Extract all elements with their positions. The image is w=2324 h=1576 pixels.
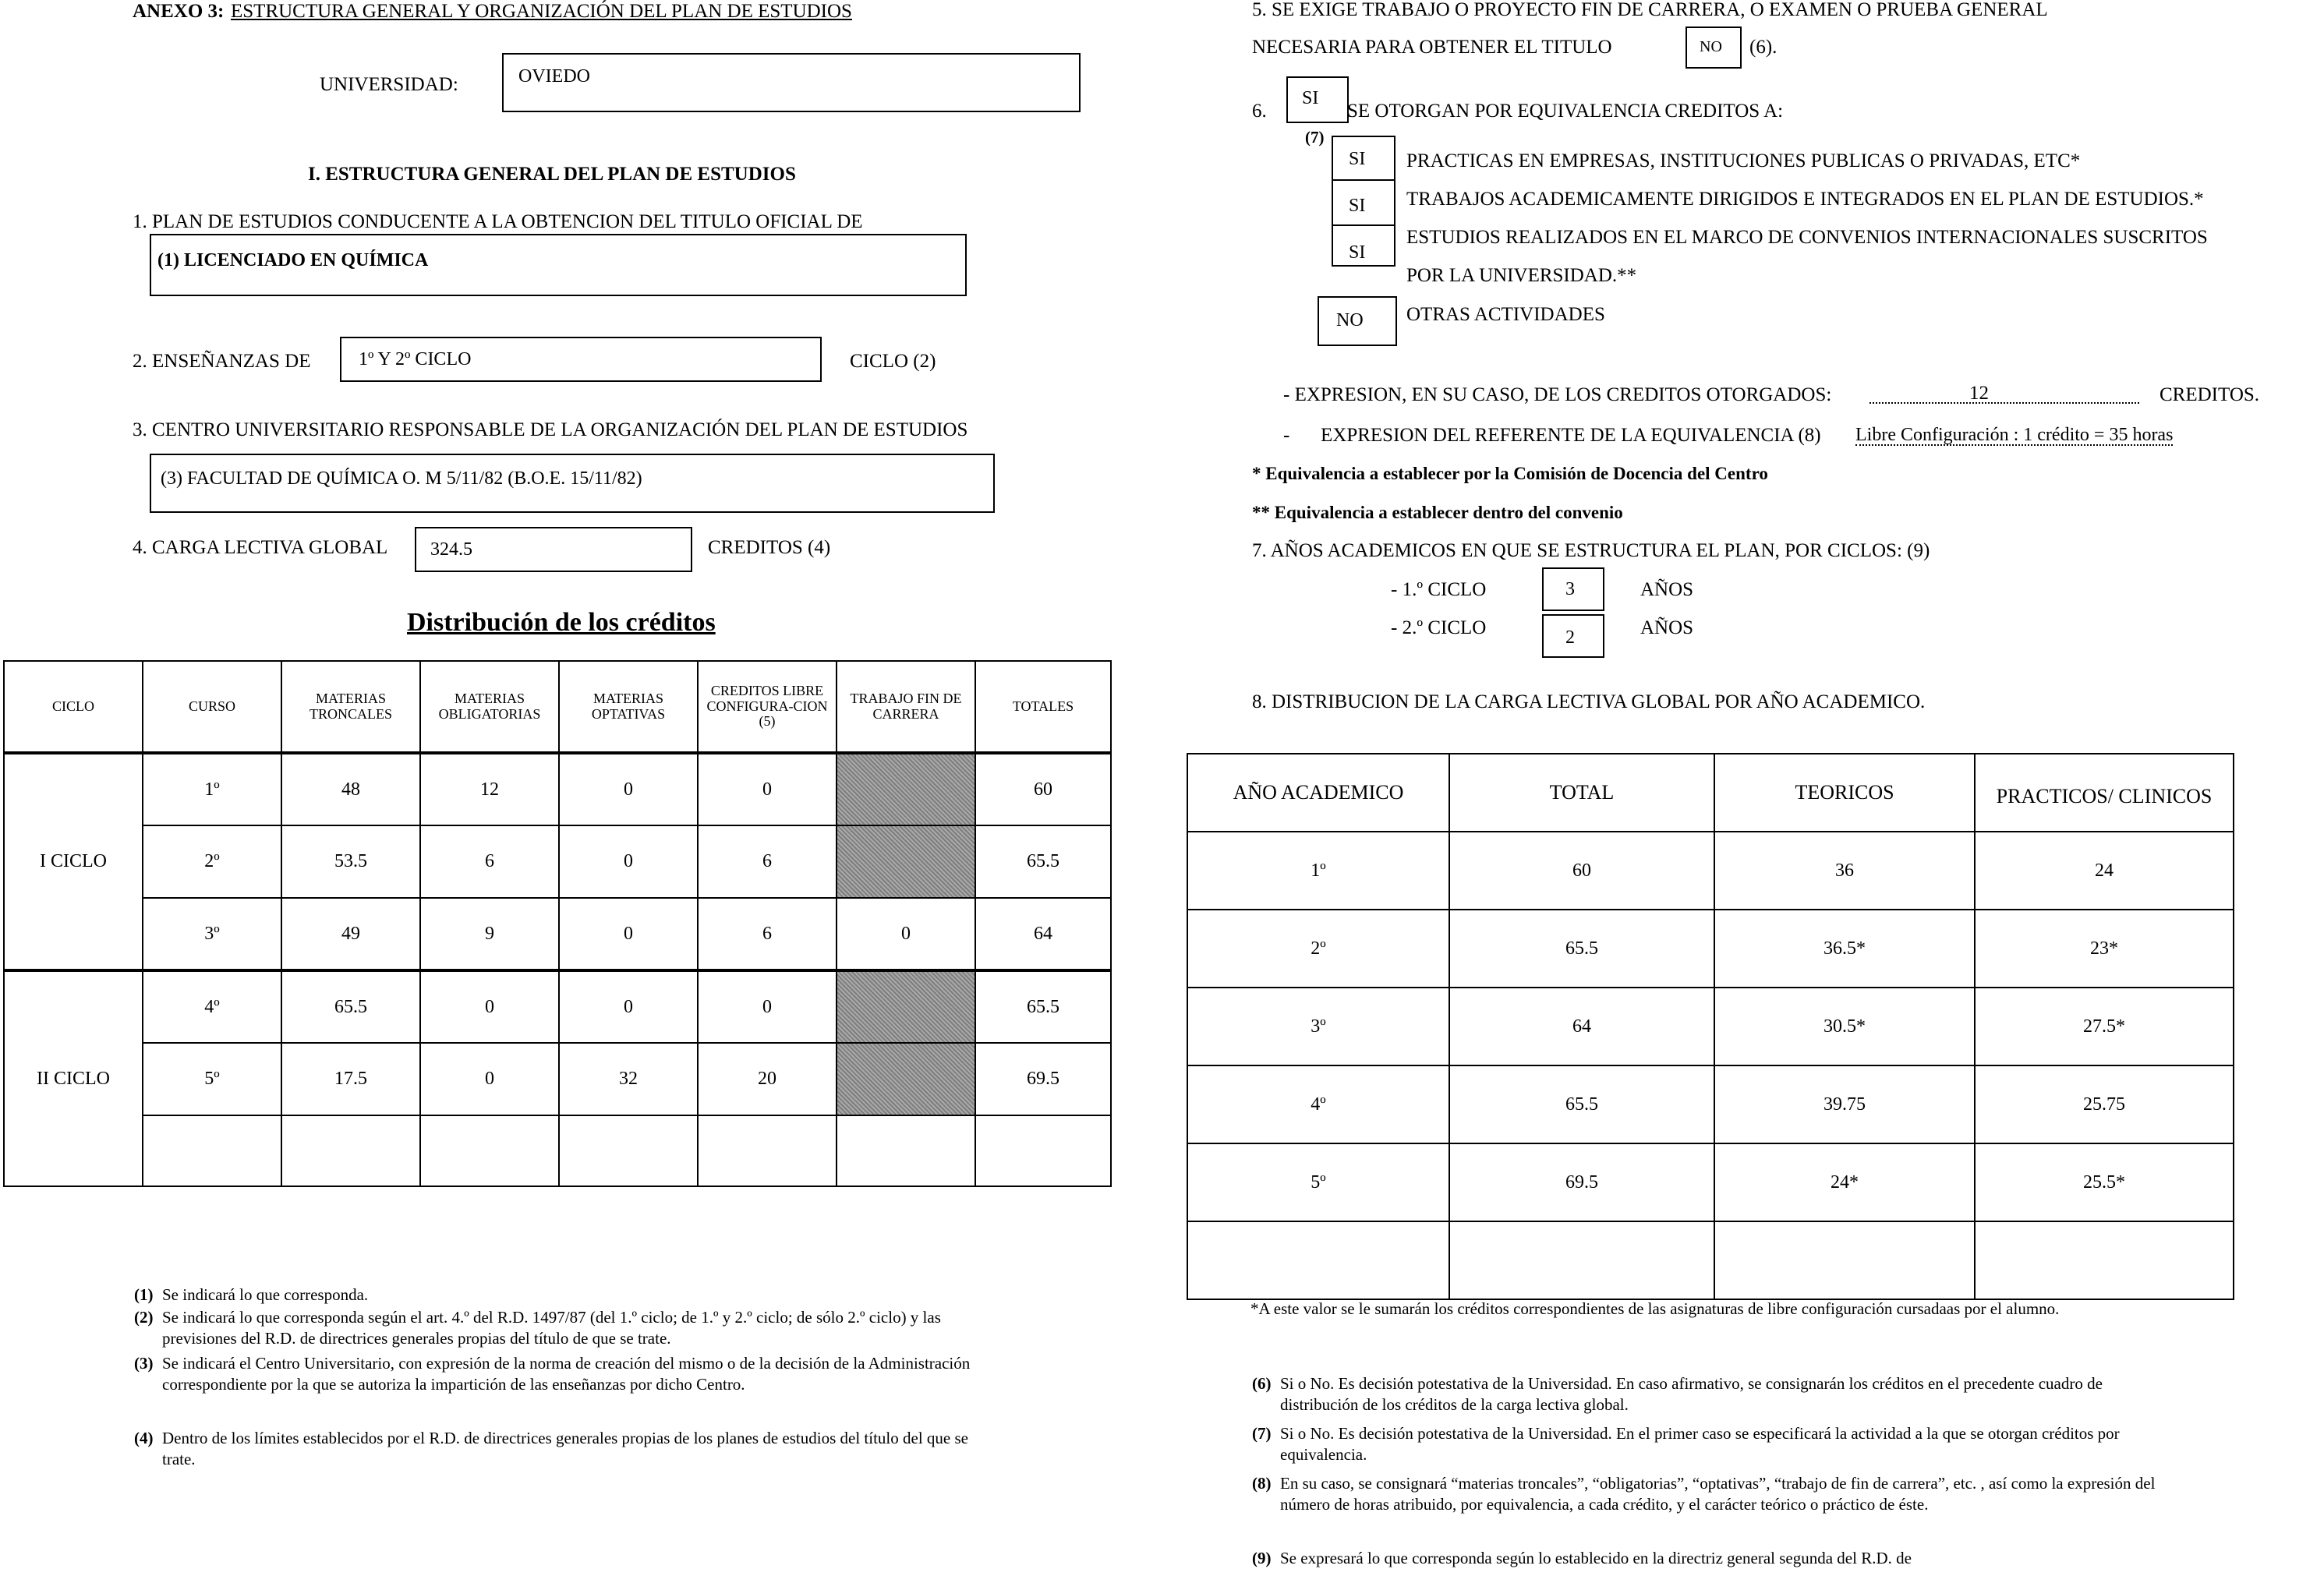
header-optativas: MATERIAS OPTATIVAS (559, 661, 698, 753)
item5-value: NO (1700, 38, 1722, 55)
footnote-text: Se indicará el Centro Universitario, con expresión de la norma de creación del mismo o de la decisión de la Administración correspondiente por la que se autoriza la impartición de las enseñanzas por dicho Centro. (162, 1354, 971, 1394)
total-cell: 69.5 (1449, 1143, 1714, 1221)
equiv-text-2: TRABAJOS ACADEMICAMENTE DIRIGIDOS E INTEGRADOS EN EL PLAN DE ESTUDIOS.* (1406, 189, 2204, 210)
empty-cell (559, 1115, 698, 1186)
cycle1-cell: I CICLO (4, 753, 143, 970)
optativas-cell: 0 (559, 825, 698, 898)
year-cell: 4º (1187, 1065, 1449, 1143)
libre-cell: 0 (698, 753, 837, 825)
university-value: OVIEDO (518, 66, 590, 87)
item1-label: 1. PLAN DE ESTUDIOS CONDUCENTE A LA OBTENCION DEL TITULO OFICIAL DE (133, 211, 863, 232)
header-trabajo: TRABAJO FIN DE CARRERA (837, 661, 975, 753)
empty-cell (1449, 1221, 1714, 1299)
footnote-text: Si o No. Es decisión potestativa de la Universidad. En el primer caso se especificará la actividad a la que se otorgan créditos por equivalencia. (1280, 1424, 2120, 1464)
footnote-number: (3) (134, 1354, 154, 1373)
teoricos-cell: 30.5* (1714, 988, 1975, 1065)
obligatorias-cell: 6 (420, 825, 559, 898)
total-cell: 64 (1449, 988, 1714, 1065)
practicos-cell: 27.5* (1975, 988, 2234, 1065)
totales-cell: 64 (975, 898, 1111, 970)
curso-cell: 3º (143, 898, 281, 970)
table-row (1187, 910, 2234, 988)
item7-label: 7. AÑOS ACADEMICOS EN QUE SE ESTRUCTURA EL PLAN, POR CICLOS: (9) (1252, 540, 1930, 561)
practicos-cell: 25.75 (1975, 1065, 2234, 1143)
libre-cell: 20 (698, 1043, 837, 1115)
years-label-1: AÑOS (1640, 579, 1694, 600)
equiv-text-1: PRACTICAS EN EMPRESAS, INSTITUCIONES PUBLICAS O PRIVADAS, ETC* (1406, 150, 2081, 171)
obligatorias-cell: 9 (420, 898, 559, 970)
header-troncales: MATERIAS TRONCALES (281, 661, 420, 753)
troncales-cell: 48 (281, 753, 420, 825)
table-row (1187, 1065, 2234, 1143)
item5-line1: 5. SE EXIGE TRABAJO O PROYECTO FIN DE CARRERA, O EXAMEN O PRUEBA GENERAL (1252, 0, 2048, 20)
footnote-text: Se indicará lo que corresponda. (162, 1285, 369, 1304)
trabajo-cell-shaded (837, 970, 975, 1043)
teoricos-cell: 24* (1714, 1143, 1975, 1221)
optativas-cell: 0 (559, 898, 698, 970)
item5-suffix: (6). (1749, 37, 1777, 58)
load-by-year-table (1187, 753, 2234, 1300)
table-row (4, 1043, 1111, 1115)
table-row (4, 753, 1111, 825)
libre-cell: 0 (698, 970, 837, 1043)
cycle1-label: - 1.º CICLO (1391, 579, 1487, 600)
load-table-note (1250, 1299, 2139, 1320)
year-cell: 1º (1187, 832, 1449, 910)
table-row (4, 825, 1111, 898)
equiv-value-3: SI (1349, 242, 1366, 263)
header-curso: CURSO (143, 661, 281, 753)
item4-label: 4. CARGA LECTIVA GLOBAL (133, 537, 388, 558)
libre-cell: 6 (698, 825, 837, 898)
teoricos-cell: 36 (1714, 832, 1975, 910)
credits-distribution-table (3, 660, 1112, 1187)
totales-cell: 65.5 (975, 970, 1111, 1043)
curso-cell: 5º (143, 1043, 281, 1115)
equiv-divider (1332, 224, 1395, 226)
obligatorias-cell: 0 (420, 970, 559, 1043)
expr2-dash: - (1283, 425, 1290, 446)
footnote-number: (9) (1252, 1549, 1272, 1567)
header-totales: TOTALES (975, 661, 1111, 753)
expr1-value: 12 (1969, 383, 1989, 404)
footnote-number: (2) (134, 1308, 154, 1327)
curso-cell: 1º (143, 753, 281, 825)
footnote-text: Se expresará lo que corresponda según lo establecido en la directriz general segunda del R.D. de (1280, 1549, 1912, 1567)
note-double-star: ** Equivalencia a establecer dentro del convenio (1252, 503, 1623, 522)
obligatorias-cell: 12 (420, 753, 559, 825)
optativas-cell: 32 (559, 1043, 698, 1115)
equiv-value-2: SI (1349, 196, 1366, 216)
header-practicos: PRACTICOS/ CLINICOS (1975, 754, 2234, 832)
item2-label: 2. ENSEÑANZAS DE (133, 351, 311, 372)
item5-line2: NECESARIA PARA OBTENER EL TITULO (1252, 37, 1612, 58)
item3-label: 3. CENTRO UNIVERSITARIO RESPONSABLE DE LA ORGANIZACIÓN DEL PLAN DE ESTUDIOS (133, 419, 968, 440)
totales-cell: 69.5 (975, 1043, 1111, 1115)
total-cell: 60 (1449, 832, 1714, 910)
cycle2-label: - 2.º CICLO (1391, 617, 1487, 638)
optativas-cell: 0 (559, 970, 698, 1043)
cycle1-value: 3 (1565, 579, 1575, 599)
item8-label: 8. DISTRIBUCION DE LA CARGA LECTIVA GLOBAL POR AÑO ACADEMICO. (1252, 691, 1926, 712)
empty-cell (143, 1115, 281, 1186)
teoricos-cell: 36.5* (1714, 910, 1975, 988)
obligatorias-cell: 0 (420, 1043, 559, 1115)
header-total: TOTAL (1449, 754, 1714, 832)
equiv-value-4: NO (1336, 310, 1364, 330)
expr1-label: - EXPRESION, EN SU CASO, DE LOS CREDITOS OTORGADOS: (1283, 384, 1832, 405)
table-row (1187, 988, 2234, 1065)
empty-cell (281, 1115, 420, 1186)
footnote-number: (6) (1252, 1374, 1272, 1393)
section-title: I. ESTRUCTURA GENERAL DEL PLAN DE ESTUDIOS (308, 164, 796, 185)
empty-cell (1714, 1221, 1975, 1299)
table-row (4, 898, 1111, 970)
year-cell: 2º (1187, 910, 1449, 988)
years-label-2: AÑOS (1640, 617, 1694, 638)
table-row-empty (1187, 1221, 2234, 1299)
trabajo-cell-shaded (837, 753, 975, 825)
item6-number: 6. (1252, 101, 1267, 122)
empty-cell (975, 1115, 1111, 1186)
curso-cell: 4º (143, 970, 281, 1043)
practicos-cell: 25.5* (1975, 1143, 2234, 1221)
total-cell: 65.5 (1449, 1065, 1714, 1143)
equiv-divider (1332, 179, 1395, 181)
empty-cell (420, 1115, 559, 1186)
item6-value: SI (1302, 88, 1319, 108)
header-obligatorias: MATERIAS OBLIGATORIAS (420, 661, 559, 753)
footnote-number: (4) (134, 1429, 154, 1447)
libre-cell: 6 (698, 898, 837, 970)
header-teoricos: TEORICOS (1714, 754, 1975, 832)
center-value: (3) FACULTAD DE QUÍMICA O. M 5/11/82 (B.O.E. 15/11/82) (161, 468, 642, 489)
troncales-cell: 49 (281, 898, 420, 970)
table-row-empty (4, 1115, 1111, 1186)
teoricos-cell: 39.75 (1714, 1065, 1975, 1143)
optativas-cell: 0 (559, 753, 698, 825)
note-single-star: * Equivalencia a establecer por la Comisión de Docencia del Centro (1252, 464, 1768, 483)
footnote-text: En su caso, se consignará “materias troncales”, “obligatorias”, “optativas”, “trabajo de fin de carrera”, etc. , así como la expresión del número de horas atribuido, por equivalencia, a cada crédito, y el carácter teórico o práctico de éste. (1280, 1474, 2156, 1514)
empty-cell (1975, 1221, 2234, 1299)
cycle2-value: 2 (1565, 627, 1575, 648)
cycle-value: 1º Y 2º CICLO (359, 349, 472, 369)
troncales-cell: 65.5 (281, 970, 420, 1043)
footnote-number: (1) (134, 1285, 154, 1304)
annex-title: ESTRUCTURA GENERAL Y ORGANIZACIÓN DEL PLAN DE ESTUDIOS (231, 1, 852, 22)
table-row (1187, 1143, 2234, 1221)
item6-note: (7) (1305, 128, 1325, 147)
item2-suffix: CICLO (2) (850, 351, 936, 372)
equiv-text-3: ESTUDIOS REALIZADOS EN EL MARCO DE CONVENIOS INTERNACIONALES SUSCRITOS (1406, 227, 2208, 248)
total-cell: 65.5 (1449, 910, 1714, 988)
load-value: 324.5 (430, 539, 472, 560)
expr1-suffix: CREDITOS. (2160, 384, 2260, 405)
practicos-cell: 23* (1975, 910, 2234, 988)
trabajo-cell: 0 (837, 898, 975, 970)
degree-value: (1) LICENCIADO EN QUÍMICA (157, 250, 429, 270)
practicos-cell: 24 (1975, 832, 2234, 910)
expr1-dotted-line (1869, 402, 2139, 404)
trabajo-cell-shaded (837, 825, 975, 898)
footnote-text: Se indicará lo que corresponda según el art. 4.º del R.D. 1497/87 (del 1.º ciclo; de 1.º y 2.º ciclo; de sólo 2.º ciclo) y las previsiones del R.D. de directrices generales propias del título de que se trate. (162, 1308, 941, 1348)
troncales-cell: 53.5 (281, 825, 420, 898)
troncales-cell: 17.5 (281, 1043, 420, 1115)
equiv-text-3b: POR LA UNIVERSIDAD.** (1406, 265, 1637, 286)
university-label: UNIVERSIDAD: (320, 74, 458, 95)
header-libre: CREDITOS LIBRE CONFIGURA-CION (5) (698, 661, 837, 753)
equiv-value-1: SI (1349, 149, 1366, 169)
annex-label: ANEXO 3: (133, 1, 225, 22)
cycle2-cell: II CICLO (4, 970, 143, 1186)
header-ciclo: CICLO (4, 661, 143, 753)
equiv-text-4: OTRAS ACTIVIDADES (1406, 304, 1605, 325)
table-row (4, 970, 1111, 1043)
item4-suffix: CREDITOS (4) (708, 537, 831, 558)
trabajo-cell-shaded (837, 1043, 975, 1115)
footnote-number: (8) (1252, 1474, 1272, 1493)
curso-cell: 2º (143, 825, 281, 898)
totales-cell: 60 (975, 753, 1111, 825)
load-note-text: *A este valor se le sumarán los créditos correspondientes de las asignaturas de libre configuración cursadaas por el alumno. (1250, 1299, 2060, 1318)
footnote-number: (7) (1252, 1424, 1272, 1443)
empty-cell (1187, 1221, 1449, 1299)
year-cell: 3º (1187, 988, 1449, 1065)
item6-label: SE OTORGAN POR EQUIVALENCIA CREDITOS A: (1347, 101, 1784, 122)
totales-cell: 65.5 (975, 825, 1111, 898)
expr2-label: EXPRESION DEL REFERENTE DE LA EQUIVALENCIA (8) (1321, 425, 1821, 446)
distribution-title: Distribución de los créditos (407, 608, 716, 637)
table-row (1187, 832, 2234, 910)
header-year: AÑO ACADEMICO (1187, 754, 1449, 832)
footnote-text: Dentro de los límites establecidos por el R.D. de directrices generales propias de los planes de estudios del título del que se trate. (162, 1429, 968, 1468)
footnote-text: Si o No. Es decisión potestativa de la Universidad. En caso afirmativo, se consignarán los créditos en el precedente cuadro de distribución de los créditos de la carga lectiva global. (1280, 1374, 2103, 1414)
empty-cell (837, 1115, 975, 1186)
expr2-value: Libre Configuración : 1 crédito = 35 horas (1855, 425, 2174, 445)
year-cell: 5º (1187, 1143, 1449, 1221)
empty-cell (698, 1115, 837, 1186)
